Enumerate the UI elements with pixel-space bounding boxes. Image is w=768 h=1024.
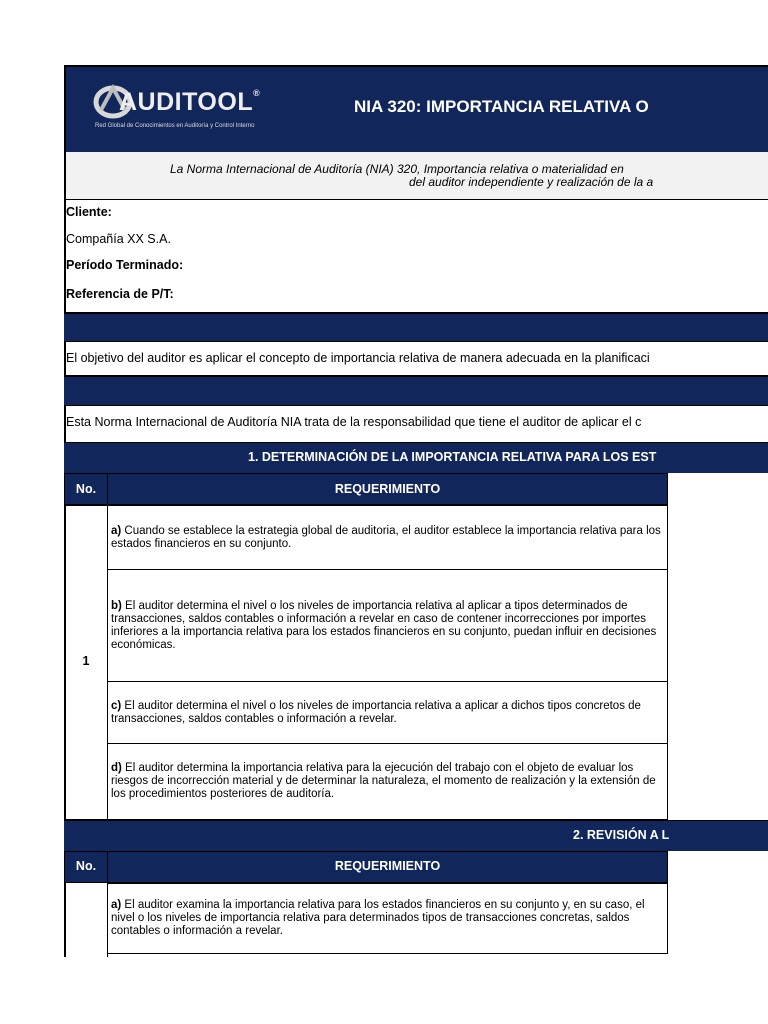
intro-line-1: La Norma Internacional de Auditoría (NIA) 320, Importancia relativa o materialidad en: [170, 162, 624, 176]
page-title: NIA 320: IMPORTANCIA RELATIVA O: [354, 97, 649, 116]
section1-col-req-label: REQUERIMIENTO: [334, 482, 441, 496]
requirement-row: d) El auditor determina la importancia relativa para la ejecución del trabajo con el objeto de evaluar los riesgos de incorrección material y de determinar la naturaleza, el momento de realización y la extensión de los procedimientos posteriores de auditoría.: [107, 743, 668, 820]
requirement-row: a) El auditor examina la importancia relativa para los estados financieros en su conjunto y, en su caso, el nivel o los niveles de importancia relativa para determinados tipos de transacciones concretas, saldos contables o información a revelar.: [107, 883, 668, 954]
requirement-row: a) Cuando se establece la estrategia global de auditoria, el auditor establece la importancia relativa para los estados financieros en su conjunto.: [107, 505, 668, 570]
scope-text: Esta Norma Internacional de Auditoría NIA trata de la responsabilidad que tiene el auditor de aplicar el c: [66, 415, 642, 429]
section1-title: 1. DETERMINACIÓN DE LA IMPORTANCIA RELATIVA PARA LOS EST: [248, 450, 657, 464]
logo-text: AUDITOOL®: [119, 88, 261, 116]
intro-line-2: del auditor independiente y realización de la a: [409, 175, 654, 189]
section2-col-no-label: No.: [75, 859, 97, 873]
scope-header-bar: [64, 377, 768, 406]
section2-number-cell: [64, 883, 108, 957]
logo-tagline: Red Global de Conocimientos en Auditoría y Control Interno: [95, 123, 255, 129]
requirement-row: c) El auditor determina el nivel o los niveles de importancia relativa a aplicar a dichos tipos concretos de transacciones, saldos contables o información a revelar.: [107, 681, 668, 744]
requirement-row: b) El auditor determina el nivel o los niveles de importancia relativa al aplicar a tipos determinados de transacciones, saldos contables o información a revelar en caso de contener incorrecciones por importes inferiores a la importancia relativa para los estados financieros en su conjunto, puedan influir en decisiones económicas.: [107, 569, 668, 682]
section2-title: 2. REVISIÓN A L: [573, 828, 670, 842]
section1-number: 1: [82, 654, 90, 668]
reference-label: Referencia de P/T:: [66, 287, 174, 301]
section1-col-no-label: No.: [75, 482, 97, 496]
section2-col-req-label: REQUERIMIENTO: [334, 859, 441, 873]
objective-text: El objetivo del auditor es aplicar el concepto de importancia relativa de manera adecuada en la planificaci: [66, 351, 650, 365]
period-label: Período Terminado:: [66, 258, 184, 272]
company-name: Compañía XX S.A.: [66, 232, 171, 246]
auditool-logo: [93, 82, 293, 134]
cliente-label: Cliente:: [66, 205, 112, 219]
objective-header-bar: [64, 312, 768, 342]
